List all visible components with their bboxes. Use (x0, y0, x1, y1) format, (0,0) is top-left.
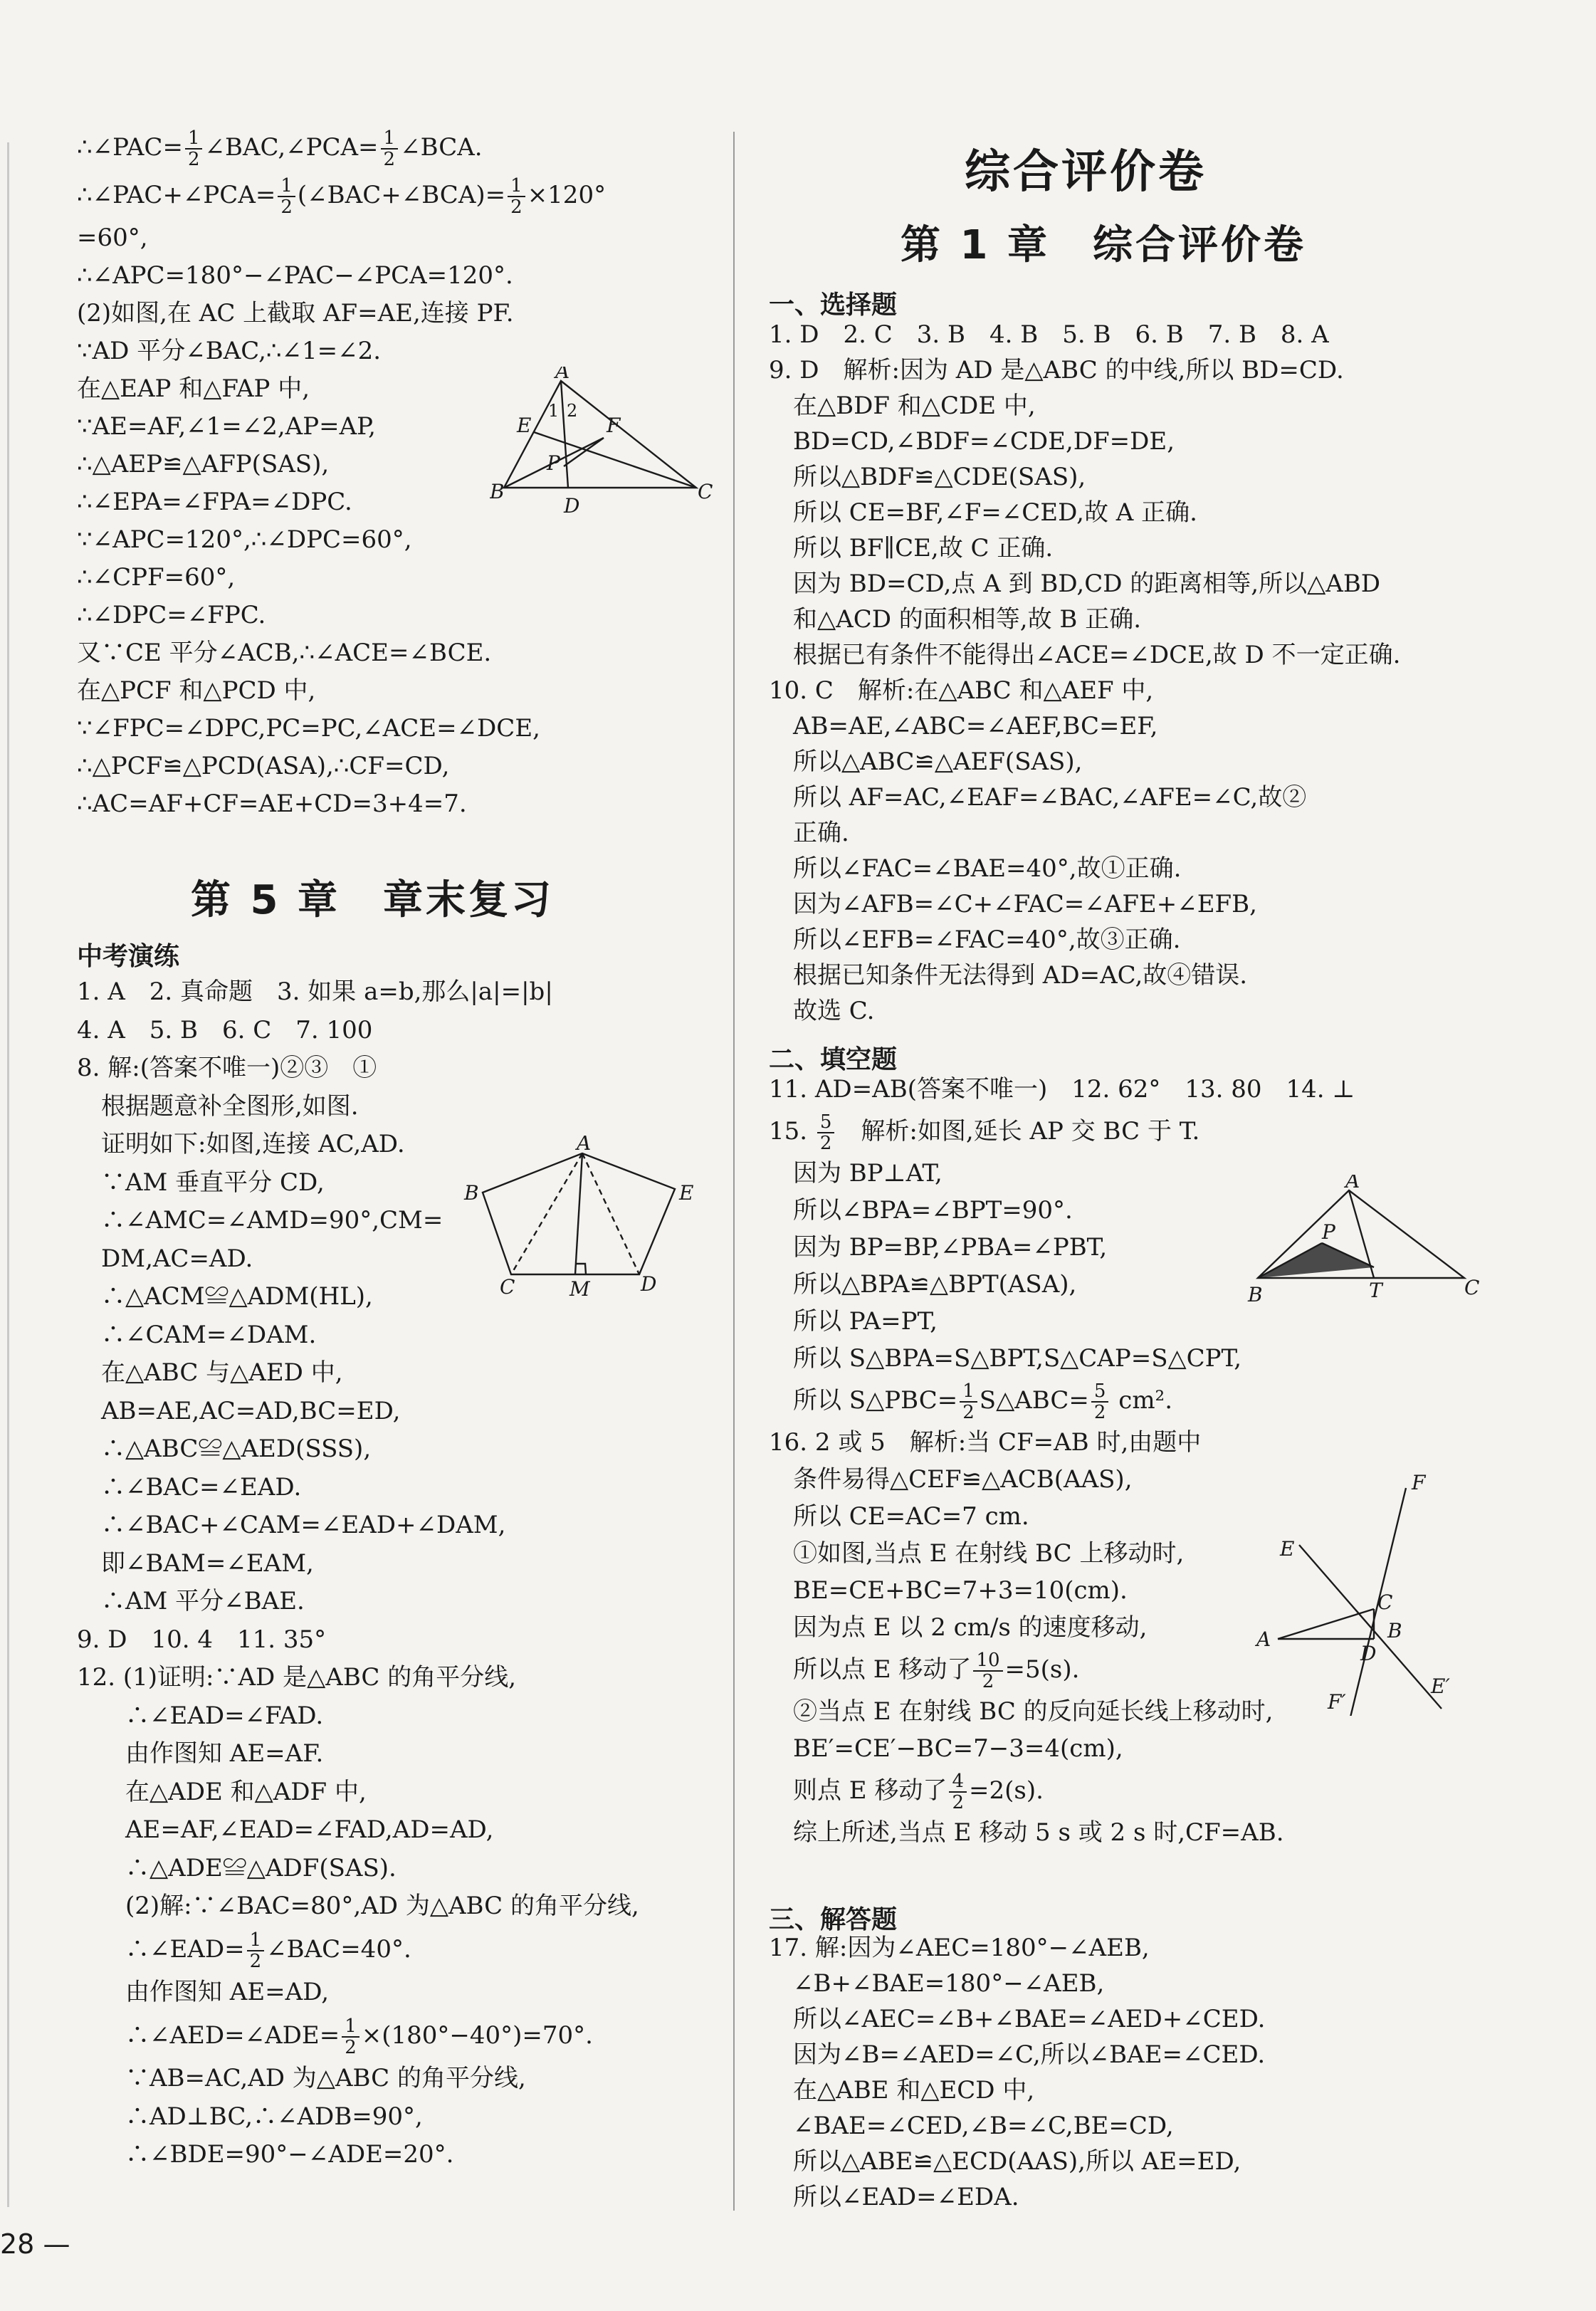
text-run: 因为点 E 以 2 cm/s 的速度移动, (769, 1613, 1148, 1642)
text-run: 所以∠EFB=∠FAC=40°,故③正确. (769, 926, 1181, 954)
text-run: =5(s). (1004, 1655, 1080, 1684)
text-run: ②当点 E 在射线 BC 的反向延长线上移动时, (769, 1697, 1274, 1726)
text-run: (∠BAC+∠BCA)= (297, 181, 506, 209)
left-lines2-line (77, 1435, 371, 1463)
text-run: AB=AE,AC=AD,BC=ED, (77, 1396, 401, 1425)
fraction (342, 2016, 359, 2058)
fraction-denominator: 2 (982, 1671, 994, 1692)
text-run: 根据已有条件不能得出∠ACE=∠DCE,故 D 不一定正确. (769, 641, 1401, 669)
right-lines-line (769, 570, 1380, 598)
left-lines-line (77, 176, 606, 217)
text-run: ∵AE=AF,∠1=∠2,AP=AP, (77, 412, 376, 441)
fig4-label-e-prime: E′ (1431, 1675, 1450, 1698)
left-lines-line (77, 790, 467, 818)
text-run: 所以△BPA≌△BPT(ASA), (769, 1270, 1077, 1299)
text-run: 因为∠AFB=∠C+∠FAC=∠AFE+∠EFB, (769, 890, 1257, 918)
text-run: DM,AC=AD. (77, 1244, 253, 1273)
text-run: 和△ACD 的面积相等,故 B 正确. (769, 605, 1141, 634)
text-run: 12. (1)证明:∵AD 是△ABC 的角平分线, (77, 1663, 517, 1692)
right-lines2-line (769, 1075, 1355, 1104)
page-edge (7, 142, 9, 2207)
fraction-numerator: 1 (278, 176, 295, 197)
fraction (508, 176, 525, 217)
text-run: 因为 BD=CD,点 A 到 BD,CD 的距离相等,所以△ABD (769, 570, 1381, 598)
left-lines-line (77, 639, 491, 667)
text-run: 正确. (769, 819, 849, 847)
text-run: 故选 C. (769, 997, 875, 1025)
fig1-label-e: E (517, 414, 532, 437)
left-lines2-line (77, 1206, 443, 1235)
right-lines3-line (769, 2183, 1019, 2211)
text-run: AE=AF,∠EAD=∠FAD,AD=AD, (77, 1815, 494, 1844)
text-run: 所以 PA=PT, (769, 1307, 938, 1336)
fig4-label-e: E (1280, 1537, 1295, 1561)
text-run: (2)解:∵∠BAC=80°,AD 为△ABC 的角平分线, (77, 1892, 639, 1920)
left-lines2-line (77, 1321, 316, 1349)
fraction-denominator: 2 (383, 149, 396, 170)
text-run: 所以 CE=AC=7 cm. (769, 1502, 1029, 1531)
text-run: 所以 S△PBC= (769, 1386, 958, 1415)
fraction-numerator: 1 (342, 2016, 359, 2038)
text-run: ∠BAC=40°. (266, 1934, 411, 1964)
fraction-numerator: 1 (185, 128, 203, 150)
left-lines-line (77, 525, 412, 554)
left-lines2-line (77, 2064, 526, 2092)
text-run: 在△ADE 和△ADF 中, (77, 1777, 367, 1806)
figure-lines (1235, 1467, 1477, 1719)
fig2-label-d: D (641, 1272, 657, 1296)
right-lines-line (769, 819, 849, 847)
text-run: 根据已知条件无法得到 AD=AC,故④错误. (769, 961, 1248, 990)
fraction-denominator: 2 (962, 1402, 975, 1423)
fraction (278, 176, 295, 217)
text-run: 根据题意补全图形,如图. (77, 1091, 359, 1121)
right-lines-line (769, 997, 874, 1025)
right-lines3-line (769, 2147, 1241, 2176)
left-lines2-line (77, 1892, 639, 1920)
fraction (817, 1112, 835, 1153)
text-run: ∠BAE=∠CED,∠B=∠C,BE=CD, (769, 2112, 1174, 2140)
text-run: 在△ABC 与△AED 中, (77, 1358, 343, 1387)
text-run: =2(s). (968, 1776, 1044, 1805)
fig1-label-c: C (698, 480, 713, 503)
text-run: ∴∠DPC=∠FPC. (77, 601, 266, 629)
fig1-label-b: B (490, 480, 505, 503)
right-lines-line (769, 748, 1082, 776)
left-lines2-line (77, 1092, 359, 1121)
fraction (1091, 1381, 1109, 1422)
left-lines2-line (77, 1854, 397, 1882)
text-run: 8. 解:(答案不唯一)②③ ① (77, 1054, 377, 1082)
left-lines2-line (77, 2102, 423, 2131)
right-lines-line (769, 890, 1257, 918)
fig4-label-c: C (1377, 1591, 1393, 1614)
left-lines2-line (77, 1815, 493, 1844)
left-lines2-line (77, 1930, 411, 1971)
left-lines2-line (77, 1663, 516, 1692)
text-run: 在△PCF 和△PCD 中, (77, 676, 316, 705)
text-run: ∴AM 平分∠BAE. (77, 1587, 305, 1615)
text-run: ∴∠PAC+∠PCA= (77, 181, 276, 209)
fraction-numerator: 10 (973, 1650, 1002, 1672)
right-lines-line (769, 783, 1306, 812)
fraction-denominator: 2 (1093, 1402, 1106, 1423)
left-lines-line (77, 488, 352, 516)
text-run: 所以∠EAD=∠EDA. (769, 2183, 1019, 2211)
text-run: 17. 解:因为∠AEC=180°−∠AEB, (769, 1934, 1150, 1962)
text-run: 因为 BP=BP,∠PBA=∠PBT, (769, 1233, 1108, 1262)
text-run: =60°, (77, 224, 148, 252)
fig1-label-p: P (547, 451, 560, 475)
left-lines2-line (77, 1054, 377, 1082)
fraction-denominator: 2 (510, 196, 523, 218)
fig2-label-m: M (569, 1277, 590, 1299)
fraction-denominator: 2 (249, 1950, 262, 1972)
text-run: 所以△BDF≌△CDE(SAS), (769, 463, 1086, 491)
text-run: ×(180°−40°)=70°. (361, 2021, 593, 2050)
figure-pentagon (454, 1136, 710, 1302)
left-lines-line (77, 299, 514, 327)
left-lines-line (77, 224, 148, 252)
right-lines2-line (769, 1344, 1241, 1373)
left-lines2-line (77, 1702, 323, 1730)
fig1-label-1: 1 (548, 401, 560, 421)
text-run: ∴△ABC≌△AED(SSS), (77, 1435, 372, 1463)
right-lines3-line (769, 1934, 1150, 1962)
section-answer: 三、解答题 (769, 1905, 898, 1934)
right-lines3-line (769, 2040, 1265, 2069)
text-run: ∵∠FPC=∠DPC,PC=PC,∠ACE=∠DCE, (77, 714, 540, 743)
right-lines-line (769, 427, 1175, 456)
left-lines-line (77, 563, 235, 592)
left-lines-line (77, 601, 266, 629)
text-run: ∠BCA. (400, 133, 483, 162)
fig3-label-p: P (1322, 1220, 1335, 1244)
right-lines2-line (769, 1428, 1201, 1457)
text-run: 16. 2 或 5 解析:当 CF=AB 时,由题中 (769, 1428, 1202, 1457)
text-run: cm². (1111, 1386, 1172, 1415)
right-lines-line (769, 961, 1247, 990)
fraction-numerator: 1 (960, 1381, 977, 1403)
text-run: ∴△PCF≌△PCD(ASA),∴CF=CD, (77, 752, 450, 780)
fraction-numerator: 1 (508, 176, 525, 197)
fraction (381, 128, 399, 169)
left-lines2-line (77, 1473, 301, 1502)
text-run: ∵AM 垂直平分 CD, (77, 1168, 325, 1197)
main-title: 综合评价卷 (965, 146, 1207, 199)
text-run: 由作图知 AE=AD, (77, 1978, 330, 2006)
fig3-label-c: C (1464, 1276, 1480, 1299)
text-run: ∴AD⊥BC,∴∠ADB=90°, (77, 2102, 423, 2131)
left-lines-line (77, 128, 483, 169)
right-lines-line (769, 676, 1153, 705)
text-run: 所以△ABC≌△AEF(SAS), (769, 748, 1083, 776)
fraction (949, 1771, 967, 1813)
left-lines2-line (77, 1587, 305, 1615)
fraction-numerator: 4 (949, 1771, 967, 1793)
text-run: 由作图知 AE=AF. (77, 1739, 324, 1768)
right-lines-line (769, 498, 1197, 527)
text-run: ∴△AEP≌△AFP(SAS), (77, 450, 330, 478)
text-run: ∴∠PAC= (77, 133, 183, 162)
text-run: 所以∠BPA=∠BPT=90°. (769, 1196, 1073, 1225)
fraction-numerator: 5 (1091, 1381, 1109, 1403)
text-run: ∴∠BDE=90°−∠ADE=20°. (77, 2140, 454, 2169)
right-lines-line (769, 463, 1086, 491)
text-run: ∴∠AED=∠ADE= (77, 2021, 340, 2050)
text-run: (2)如图,在 AC 上截取 AF=AE,连接 PF. (77, 299, 514, 327)
text-run: 在△EAP 和△FAP 中, (77, 374, 310, 403)
fig3-label-t: T (1369, 1279, 1382, 1302)
right-lines3-line (769, 2112, 1174, 2140)
text-run: ∵AD 平分∠BAC,∴∠1=∠2. (77, 337, 382, 365)
left-lines2-line (77, 2016, 593, 2058)
right-lines2-line (769, 1539, 1184, 1568)
text-run: 4. A 5. B 6. C 7. 100 (77, 1015, 373, 1044)
right-lines-line (769, 854, 1181, 883)
right-lines-line (769, 534, 1053, 562)
fraction-numerator: 5 (817, 1112, 835, 1133)
page-number: 28 — (0, 2228, 70, 2260)
fraction (247, 1930, 265, 1971)
text-run: 在△BDF 和△CDE 中, (769, 392, 1036, 420)
fig1-label-a: A (555, 367, 570, 383)
right-lines2-line (769, 1307, 938, 1336)
fig4-label-d: D (1360, 1642, 1377, 1665)
text-run: 1. A 2. 真命题 3. 如果 a=b,那么|a|=|b| (77, 978, 553, 1006)
text-run: 即∠BAM=∠EAM, (77, 1548, 314, 1578)
fig2-label-c: C (500, 1275, 515, 1299)
text-run: 9. D 10. 4 11. 35° (77, 1625, 327, 1654)
left-lines2-line (77, 1549, 314, 1578)
left-lines2-line (77, 1244, 253, 1273)
fraction-denominator: 2 (345, 2036, 357, 2058)
fraction-denominator: 2 (819, 1133, 832, 1154)
text-run: ∠B+∠BAE=180°−∠AEB, (769, 1969, 1105, 1998)
fig2-label-a: A (577, 1136, 592, 1155)
fig1-label-f: F (607, 414, 621, 437)
fraction-numerator: 1 (247, 1930, 265, 1951)
right-lines-line (769, 320, 1329, 349)
text-run: BD=CD,∠BDF=∠CDE,DF=DE, (769, 427, 1175, 456)
right-lines2-line (769, 1233, 1107, 1262)
fig4-label-b: B (1387, 1619, 1402, 1642)
right-lines3-line (769, 2005, 1265, 2033)
left-lines-line (77, 676, 315, 705)
text-run: ∴∠APC=180°−∠PAC−∠PCA=120°. (77, 261, 513, 290)
fig3-label-b: B (1248, 1283, 1263, 1306)
fraction-denominator: 2 (187, 149, 200, 170)
fig1-label-d: D (564, 494, 580, 516)
left-lines2-line (77, 1978, 329, 2006)
left-lines2-line (77, 978, 553, 1006)
right-lines2-line (769, 1734, 1123, 1763)
text-run: ∴∠EAD= (77, 1934, 245, 1964)
left-lines-line (77, 337, 381, 365)
text-run: 则点 E 移动了 (769, 1776, 947, 1805)
right-lines2-line (769, 1196, 1073, 1225)
right-lines2-line (769, 1818, 1284, 1847)
right-lines-line (769, 712, 1157, 740)
text-run: 11. AD=AB(答案不唯一) 12. 62° 13. 80 14. ⊥ (769, 1075, 1355, 1104)
right-lines2-line (769, 1650, 1079, 1692)
right-lines-line (769, 641, 1400, 669)
right-lines3-line (769, 1969, 1104, 1998)
left-lines-line (77, 450, 329, 478)
text-run: ∴∠BAC=∠EAD. (77, 1472, 302, 1502)
fig4-label-f: F (1412, 1471, 1426, 1494)
text-run: 所以 AF=AC,∠EAF=∠BAC,∠AFE=∠C,故② (769, 783, 1307, 812)
fraction-denominator: 2 (952, 1792, 964, 1813)
text-run: ∴∠AMC=∠AMD=90°,CM= (77, 1206, 443, 1235)
figure-shaded-triangle (1242, 1175, 1484, 1313)
right-chapter-title: 第 1 章 综合评价卷 (901, 222, 1306, 268)
right-lines2-line (769, 1502, 1029, 1531)
text-run: ∵∠APC=120°,∴∠DPC=60°, (77, 525, 412, 554)
left-lines-line (77, 714, 540, 743)
text-run: 所以 BF∥CE,故 C 正确. (769, 534, 1054, 562)
text-run: ∴∠CAM=∠DAM. (77, 1320, 317, 1349)
text-run: 所以△ABE≌△ECD(AAS),所以 AE=ED, (769, 2147, 1241, 2176)
left-lines2-line (77, 1625, 326, 1654)
fraction (185, 128, 203, 169)
page-number-text: 28 (0, 2228, 35, 2260)
fraction (973, 1650, 1002, 1692)
text-run: 综上所述,当点 E 移动 5 s 或 2 s 时,CF=AB. (769, 1818, 1284, 1847)
right-lines3-line (769, 2076, 1034, 2105)
right-lines-line (769, 605, 1141, 634)
left-lines2-line (77, 1739, 323, 1768)
left-lines2-line (77, 1016, 372, 1044)
left-lines2-line (77, 1778, 367, 1806)
fig1-label-2: 2 (567, 401, 578, 421)
right-lines2-line (769, 1270, 1076, 1299)
left-lines-line (77, 374, 310, 403)
left-lines2-line (77, 2140, 453, 2169)
fraction-denominator: 2 (280, 196, 293, 218)
text-run: ∴∠CPF=60°, (77, 563, 236, 592)
figure-triangle-apc (490, 367, 718, 519)
text-run: S△ABC= (979, 1386, 1089, 1415)
right-lines-line (769, 356, 1344, 384)
text-run: ∠BAC,∠PCA= (204, 133, 379, 162)
fig2-label-b: B (464, 1181, 479, 1205)
text-run: 所以∠AEC=∠B+∠BAE=∠AED+∠CED. (769, 2005, 1266, 2033)
text-run: BE′=CE′−BC=7−3=4(cm), (769, 1734, 1123, 1763)
text-run: 解析:如图,延长 AP 交 BC 于 T. (836, 1117, 1200, 1146)
text-run: 证明如下:如图,连接 AC,AD. (77, 1130, 405, 1158)
left-lines2-line (77, 1397, 400, 1425)
text-run: ①如图,当点 E 在射线 BC 上移动时, (769, 1539, 1185, 1568)
text-run: 1. D 2. C 3. B 4. B 5. B 6. B 7. B 8. A (769, 320, 1329, 349)
text-run: 9. D 解析:因为 AD 是△ABC 的中线,所以 BD=CD. (769, 356, 1344, 384)
text-run: ∴∠BAC+∠CAM=∠EAD+∠DAM, (77, 1511, 506, 1539)
fraction (960, 1381, 977, 1422)
text-run: 所以 S△BPA=S△BPT,S△CAP=S△CPT, (769, 1344, 1242, 1373)
right-lines-line (769, 926, 1180, 954)
text-run: 因为∠B=∠AED=∠C,所以∠BAE=∠CED. (769, 2040, 1266, 2069)
left-lines2-line (77, 1130, 405, 1158)
left-lines2-line (77, 1358, 343, 1387)
section-zhongkao: 中考演练 (77, 942, 180, 971)
text-run: ∴∠EAD=∠FAD. (77, 1701, 324, 1730)
text-run: 又∵CE 平分∠ACB,∴∠ACE=∠BCE. (77, 639, 492, 667)
text-run: ∴△ADE≌△ADF(SAS). (77, 1853, 397, 1882)
left-lines2-line (77, 1168, 325, 1197)
text-run: 所以点 E 移动了 (769, 1655, 972, 1684)
text-run: BE=CE+BC=7+3=10(cm). (769, 1576, 1128, 1605)
right-lines2-line (769, 1771, 1044, 1813)
text-run: 所以 CE=BF,∠F=∠CED,故 A 正确. (769, 498, 1197, 527)
text-run: ×120° (527, 181, 607, 209)
text-run: 10. C 解析:在△ABC 和△AEF 中, (769, 676, 1154, 705)
right-lines2-line (769, 1576, 1128, 1605)
fig2-label-e: E (679, 1181, 694, 1205)
text-run: 所以∠FAC=∠BAE=40°,故①正确. (769, 854, 1182, 883)
text-run: AB=AE,∠ABC=∠AEF,BC=EF, (769, 712, 1158, 740)
text-run: ∴△ACM≌△ADM(HL), (77, 1282, 373, 1311)
left-lines2-line (77, 1511, 505, 1539)
left-lines-line (77, 412, 376, 441)
fraction-numerator: 1 (381, 128, 399, 150)
right-lines-line (769, 392, 1036, 420)
text-run: ∴AC=AF+CF=AE+CD=3+4=7. (77, 790, 467, 818)
section-fill: 二、填空题 (769, 1045, 898, 1074)
text-run: ∵AB=AC,AD 为△ABC 的角平分线, (77, 2064, 526, 2092)
text-run: 在△ABE 和△ECD 中, (769, 2076, 1035, 2105)
right-lines2-line (769, 1697, 1274, 1726)
right-lines2-line (769, 1112, 1199, 1153)
text-run: 条件易得△CEF≌△ACB(AAS), (769, 1465, 1133, 1494)
right-lines2-line (769, 1613, 1147, 1642)
right-lines2-line (769, 1159, 943, 1188)
left-lines2-line (77, 1282, 373, 1311)
text-run: 因为 BP⊥AT, (769, 1159, 943, 1188)
column-divider (733, 132, 735, 2211)
right-lines2-line (769, 1381, 1172, 1422)
fig4-label-f-prime: F′ (1328, 1690, 1346, 1714)
left-lines-line (77, 752, 449, 780)
left-chapter-title: 第 5 章 章末复习 (191, 877, 554, 923)
section-choice: 一、选择题 (769, 290, 898, 320)
text-run: 15. (769, 1117, 815, 1146)
left-lines-line (77, 261, 513, 290)
fig4-label-a: A (1256, 1628, 1271, 1651)
text-run: ∴∠EPA=∠FPA=∠DPC. (77, 488, 352, 516)
fig3-label-a: A (1345, 1175, 1360, 1193)
right-lines2-line (769, 1465, 1133, 1494)
